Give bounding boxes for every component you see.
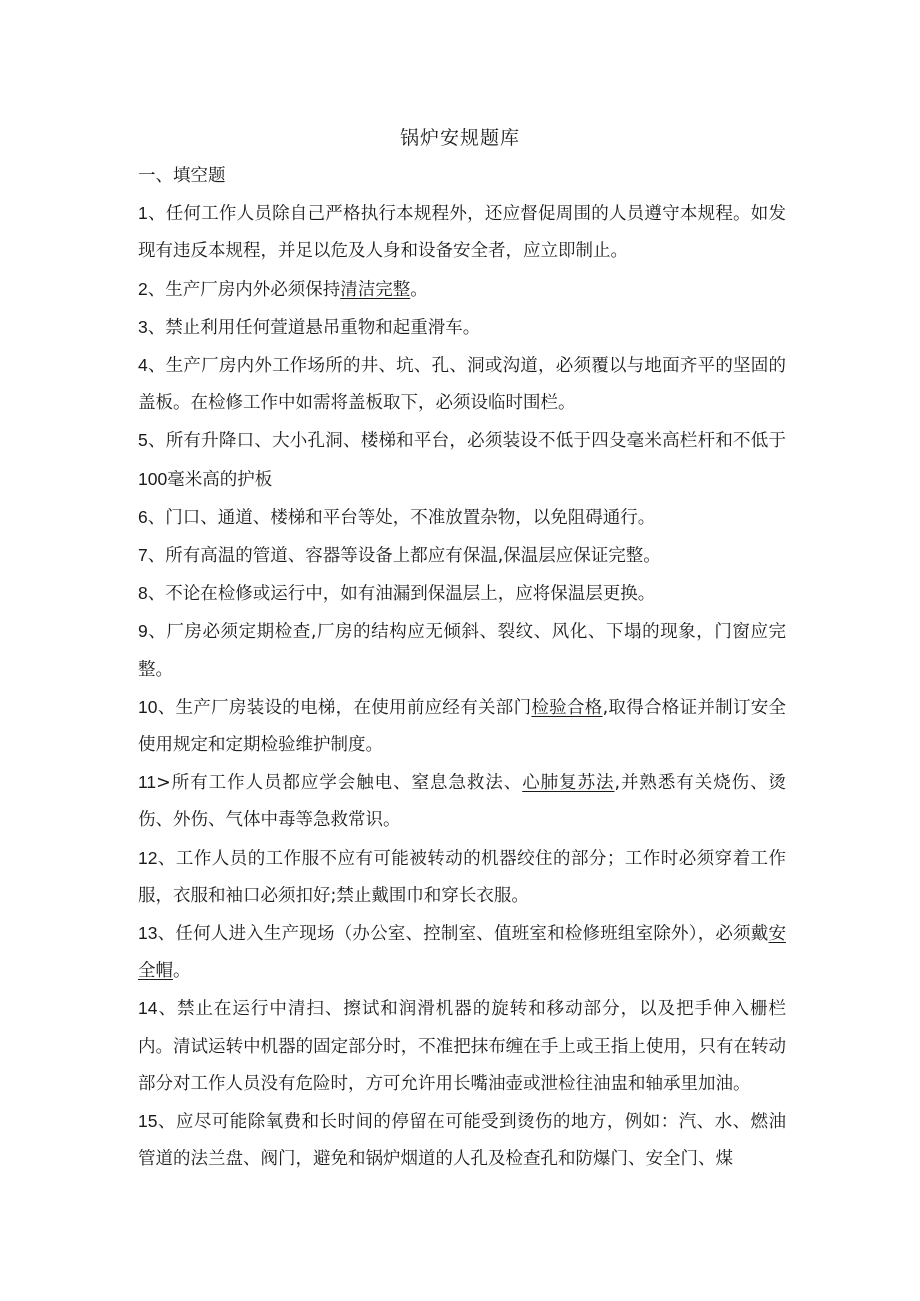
- question-item: [138, 537, 786, 575]
- question-number: 6: [138, 506, 148, 527]
- question-item: [138, 195, 786, 270]
- question-separator: 、: [157, 848, 176, 869]
- question-number: 1: [138, 203, 148, 224]
- question-item: [138, 613, 786, 688]
- question-item: [138, 840, 786, 915]
- question-text: ,取得合格证并制订安全使用规定和定期检验维护制度。: [138, 697, 787, 756]
- question-separator: 、: [147, 204, 166, 225]
- question-item: [138, 990, 786, 1103]
- question-separator: 、: [147, 431, 166, 452]
- question-separator: 、: [147, 317, 166, 338]
- question-text: 厂房必须定期检查,厂房的结构应无倾斜、裂纹、风化、下塌的现象，门窗应完整。: [138, 622, 787, 680]
- question-number: 10: [138, 696, 158, 717]
- question-text: 不论在检修或运行中，如有油漏到保温层上，应将保温层更换。: [165, 584, 656, 605]
- question-number: 4: [138, 355, 148, 376]
- question-number: 2: [138, 278, 148, 299]
- question-separator: 、: [147, 546, 166, 567]
- question-item: [138, 422, 786, 498]
- question-number: 13: [138, 923, 158, 944]
- question-list: [138, 195, 786, 1178]
- section-heading: 一、填空题: [138, 166, 226, 186]
- question-separator: 、: [157, 999, 177, 1020]
- question-number: 14: [138, 998, 158, 1019]
- document-body: [138, 158, 786, 1178]
- question-item: [138, 271, 786, 309]
- question-text: 所有高温的管道、容器等设备上都应有保温,保温层应保证完整。: [165, 546, 661, 567]
- question-number: 8: [138, 583, 148, 604]
- answer-blank: 心肺复苏法: [522, 773, 615, 794]
- question-text: 生产厂房内外必须保持: [165, 279, 341, 300]
- question-text: 工作人员的工作服不应有可能被转动的机器绞住的部分；工作时必须穿着工作服，衣服和袖口必须扣好;禁止戴围巾和穿长衣服。: [138, 848, 787, 906]
- question-item: [138, 764, 786, 839]
- question-separator: 、: [147, 356, 166, 377]
- question-text: 生产厂房内外工作场所的井、坑、孔、洞或沟道，必须覆以与地面齐平的坚固的盖板。在检修工作中如需将盖板取下，必须设临时围栏。: [138, 356, 787, 414]
- question-text: 任何人进入生产现场（办公室、控制室、值班室和检修班组室除外），必须戴: [175, 924, 769, 945]
- question-text: 毫米高的护板: [167, 469, 273, 490]
- question-item: [138, 347, 786, 422]
- question-text: 。: [173, 961, 191, 982]
- answer-blank: 安全帽: [138, 924, 786, 982]
- question-text: 任何工作人员除自己严格执行本规程外，还应督促周围的人员遵守本规程。如发现有违反本规程，并足以危及人身和设备安全者，应立即制止。: [138, 204, 787, 262]
- question-text: 所有工作人员都应学会触电、窒息急救法、: [170, 773, 523, 794]
- question-number: 5: [138, 430, 148, 451]
- question-item: [138, 1103, 786, 1178]
- document-title: 锅炉安规题库: [399, 127, 520, 149]
- question-text: ,并熟悉有关烧伤、烫伤、外伤、气体中毒等急救常识。: [138, 773, 787, 831]
- question-item: [138, 689, 786, 764]
- question-separator: >: [156, 773, 171, 794]
- question-separator: 、: [157, 924, 176, 945]
- question-text: 。: [410, 279, 428, 300]
- question-text: 禁止利用任何萱道悬吊重物和起重滑车。: [165, 317, 481, 338]
- question-number: 12: [138, 847, 158, 868]
- question-separator: 、: [157, 1112, 176, 1133]
- question-item: [138, 309, 786, 347]
- question-separator: 、: [147, 622, 167, 643]
- question-number: 7: [138, 545, 148, 566]
- question-number: 11: [138, 772, 157, 793]
- answer-blank: 检验合格: [531, 697, 603, 718]
- question-separator: 、: [147, 279, 166, 300]
- question-number: 9: [138, 621, 148, 642]
- question-value: 100: [138, 468, 168, 489]
- question-text: 门口、通道、楼梯和平台等处，不准放置杂物，以免阻碍通行。: [165, 507, 656, 528]
- question-separator: 、: [147, 584, 166, 605]
- question-number: 3: [138, 316, 148, 337]
- question-text: 生产厂房装设的电梯，在使用前应经有关部门: [175, 697, 532, 718]
- question-item: [138, 499, 786, 537]
- question-separator: 、: [147, 507, 166, 528]
- question-number: 15: [138, 1111, 158, 1132]
- question-item: [138, 915, 786, 990]
- question-text: 禁止在运行中清扫、擦试和润滑机器的旋转和移动部分，以及把手伸入栅栏内。清试运转中机器的固定部分时，不准把抹布缠在手上或王指上使用，只有在转动部分对工作人员没有危险时，方可允许用长嘴油壶或泄检往油盅和轴承里加油。: [138, 999, 787, 1094]
- question-text: 应尽可能除氧费和长时间的停留在可能受到烫伤的地方，例如：汽、水、燃油管道的法兰盘、阀门，避免和锅炉烟道的人孔及检查孔和防爆门、安全门、煤: [138, 1112, 787, 1170]
- question-separator: 、: [157, 697, 176, 718]
- question-text: 所有升降口、大小孔洞、楼梯和平台，必须装设不低于四殳毫米高栏杆和不低于: [165, 431, 787, 452]
- answer-blank: 清洁完整: [340, 279, 411, 300]
- question-item: [138, 575, 786, 613]
